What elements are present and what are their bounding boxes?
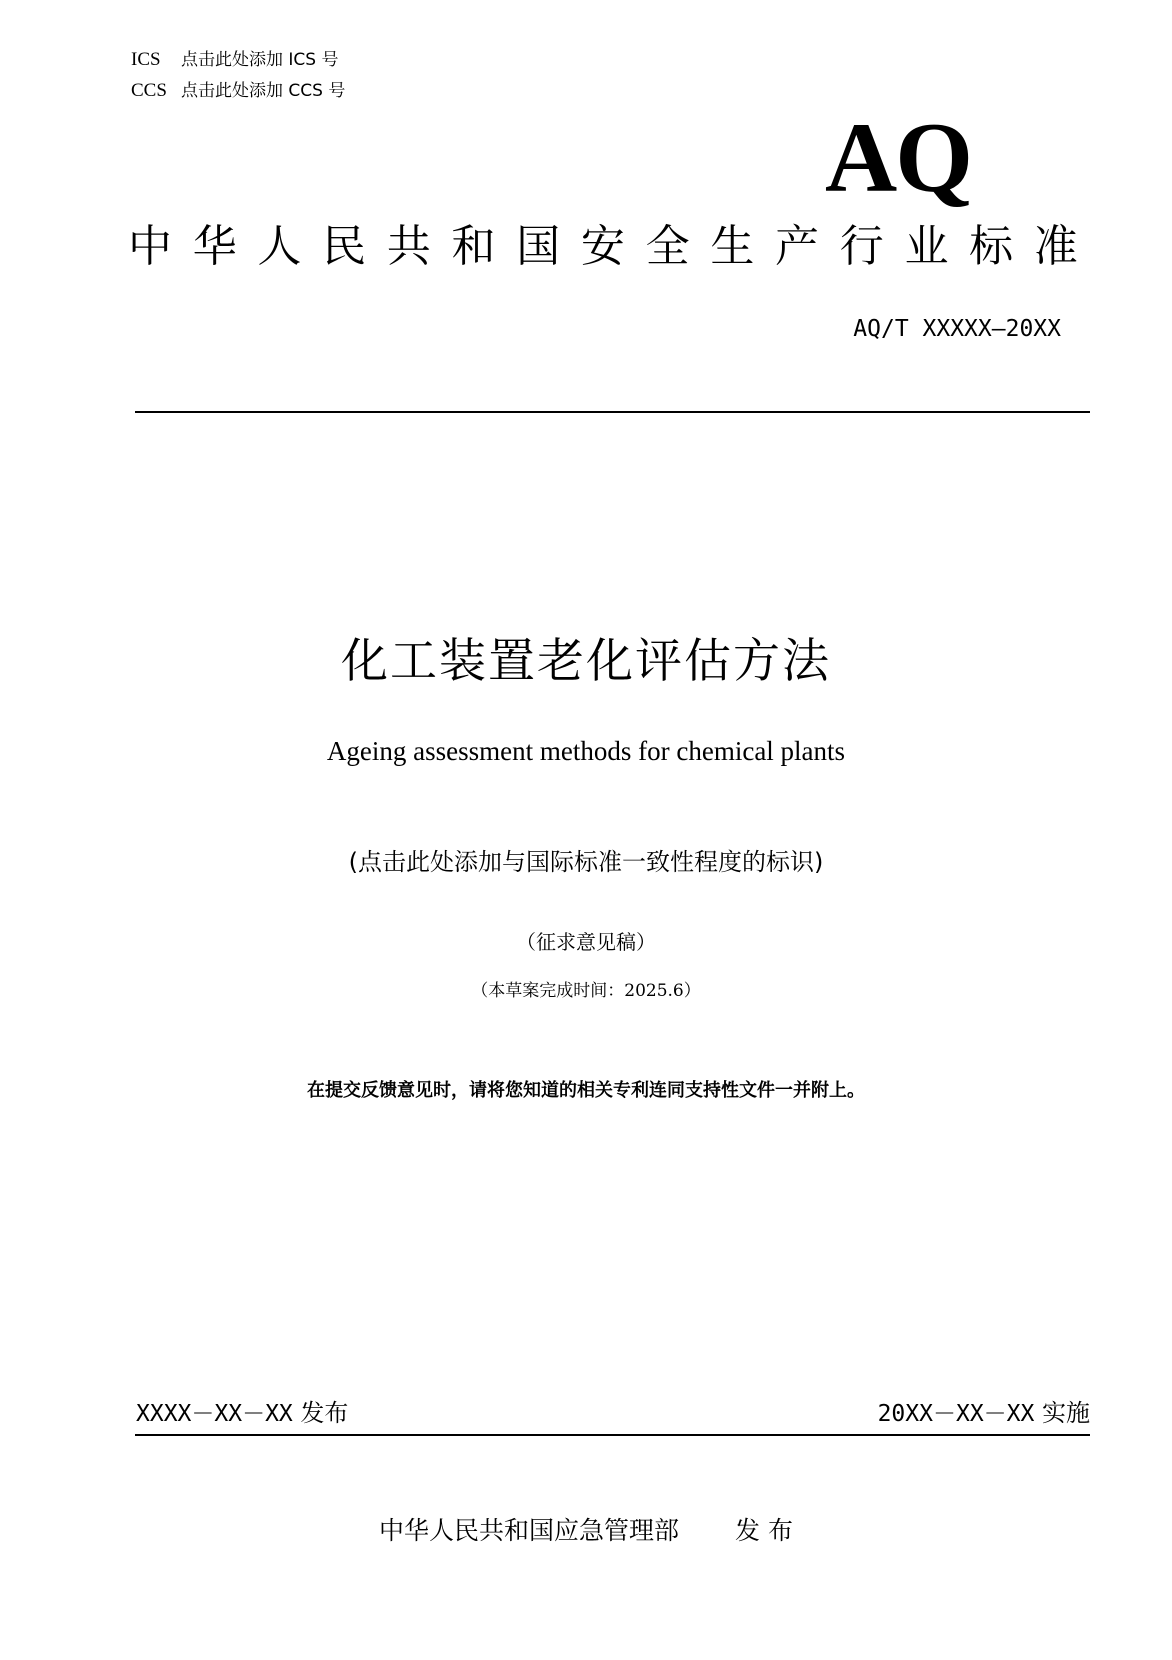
standard-category-char: 华 bbox=[192, 221, 237, 272]
publisher-line bbox=[0, 1514, 1172, 1548]
ccs-label: CCS bbox=[131, 80, 167, 101]
standard-category-title bbox=[128, 218, 1078, 276]
standard-category-char: 生 bbox=[710, 221, 755, 272]
standard-category-char: 共 bbox=[386, 221, 431, 272]
publish-date-line bbox=[136, 1397, 348, 1430]
footer-divider bbox=[135, 1434, 1090, 1436]
standard-category-char: 行 bbox=[839, 221, 884, 272]
effective-date: 20XX－XX－XX bbox=[877, 1401, 1035, 1427]
standard-category-char: 安 bbox=[580, 221, 625, 272]
ccs-line bbox=[131, 80, 345, 102]
standard-category-char: 准 bbox=[1033, 221, 1078, 272]
effective-date-line bbox=[878, 1397, 1090, 1430]
standard-category-char: 民 bbox=[322, 221, 367, 272]
patent-notice: 在提交反馈意见时，请将您知道的相关专利连同支持性文件一并附上。 bbox=[307, 1080, 865, 1101]
ccs-value[interactable]: 点击此处添加 CCS 号 bbox=[181, 81, 346, 101]
standard-category-char: 标 bbox=[969, 221, 1014, 272]
document-title-english: Ageing assessment methods for chemical plants bbox=[326, 736, 846, 766]
publish-label: 发布 bbox=[300, 1399, 349, 1427]
document-title-chinese: 化工装置老化评估方法 bbox=[341, 634, 831, 689]
effective-label: 实施 bbox=[1042, 1399, 1090, 1427]
consistency-placeholder[interactable]: (点击此处添加与国际标准一致性程度的标识) bbox=[348, 848, 824, 876]
publisher-name: 中华人民共和国应急管理部 bbox=[379, 1516, 680, 1545]
standard-category-char: 国 bbox=[516, 221, 561, 272]
standard-category-char: 全 bbox=[645, 221, 690, 272]
publish-date: XXXX－XX－XX bbox=[136, 1401, 293, 1427]
ics-value[interactable]: 点击此处添加 ICS 号 bbox=[181, 50, 339, 70]
draft-completion-date: （本草案完成时间：2025.6） bbox=[471, 981, 701, 1001]
ics-line bbox=[131, 49, 338, 71]
standard-category-char: 业 bbox=[904, 221, 949, 272]
header-divider bbox=[135, 411, 1090, 413]
aq-logo: AQ bbox=[825, 102, 971, 213]
standard-category-char: 中 bbox=[128, 221, 172, 272]
standard-category-char: 产 bbox=[775, 221, 820, 272]
draft-type: （征求意见稿） bbox=[516, 930, 656, 954]
standard-number: AQ/T XXXXX—20XX bbox=[853, 316, 1061, 342]
ics-label: ICS bbox=[131, 49, 161, 70]
publish-action: 发 布 bbox=[735, 1516, 793, 1545]
standard-category-char: 人 bbox=[257, 221, 302, 272]
standard-category-char: 和 bbox=[451, 221, 496, 272]
